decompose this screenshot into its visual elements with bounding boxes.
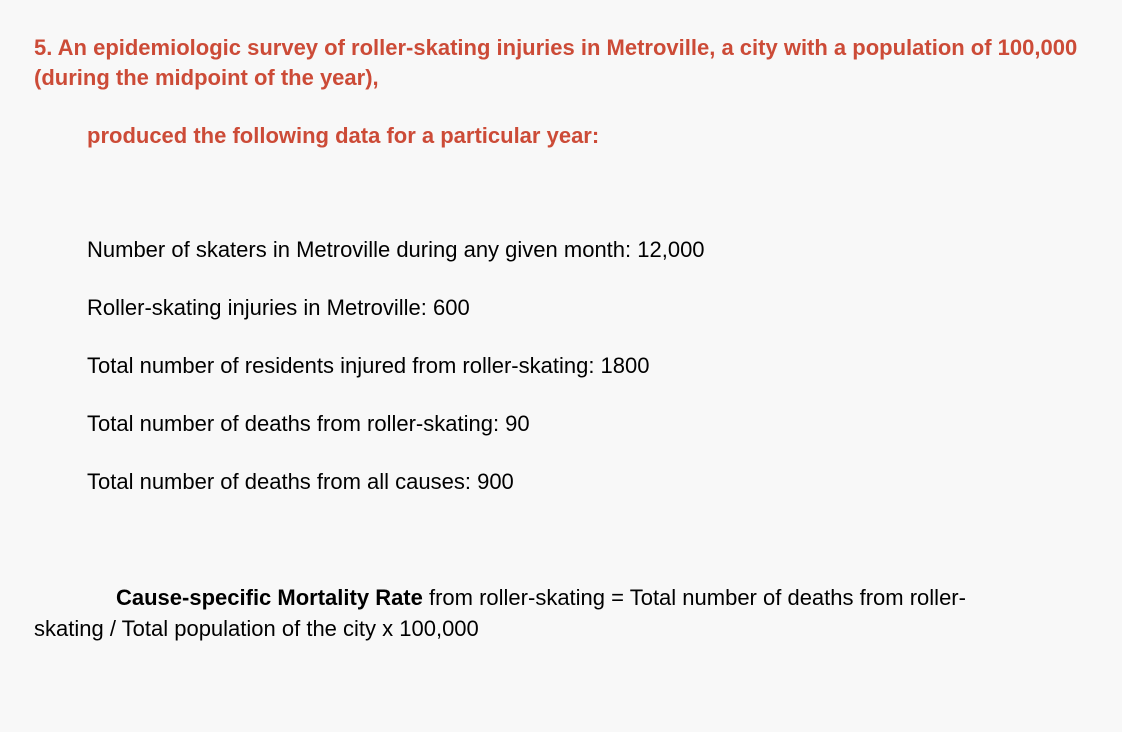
question-heading: 5. An epidemiologic survey of roller-skating injuries in Metroville, a city with a population of 100,000 (during the midpoint of the year),: [34, 35, 1078, 90]
data-item-injuries: Roller-skating injuries in Metroville: 600: [87, 295, 470, 320]
formula-term: Cause-specific Mortality Rate: [116, 585, 423, 610]
formula-definition: from roller-skating = Total number of deaths from roller-skating / Total population of the city x 100,000: [34, 585, 966, 641]
data-item-skating-deaths: Total number of deaths from roller-skating: 90: [87, 411, 530, 436]
formula-text: [34, 582, 1034, 644]
data-item-residents-injured: Total number of residents injured from roller-skating: 1800: [87, 353, 650, 378]
data-item-all-deaths: Total number of deaths from all causes: 900: [87, 469, 514, 494]
survey-data-list: [87, 235, 705, 525]
question-continuation: produced the following data for a particular year:: [87, 123, 600, 148]
data-item-skaters: Number of skaters in Metroville during any given month: 12,000: [87, 237, 705, 262]
